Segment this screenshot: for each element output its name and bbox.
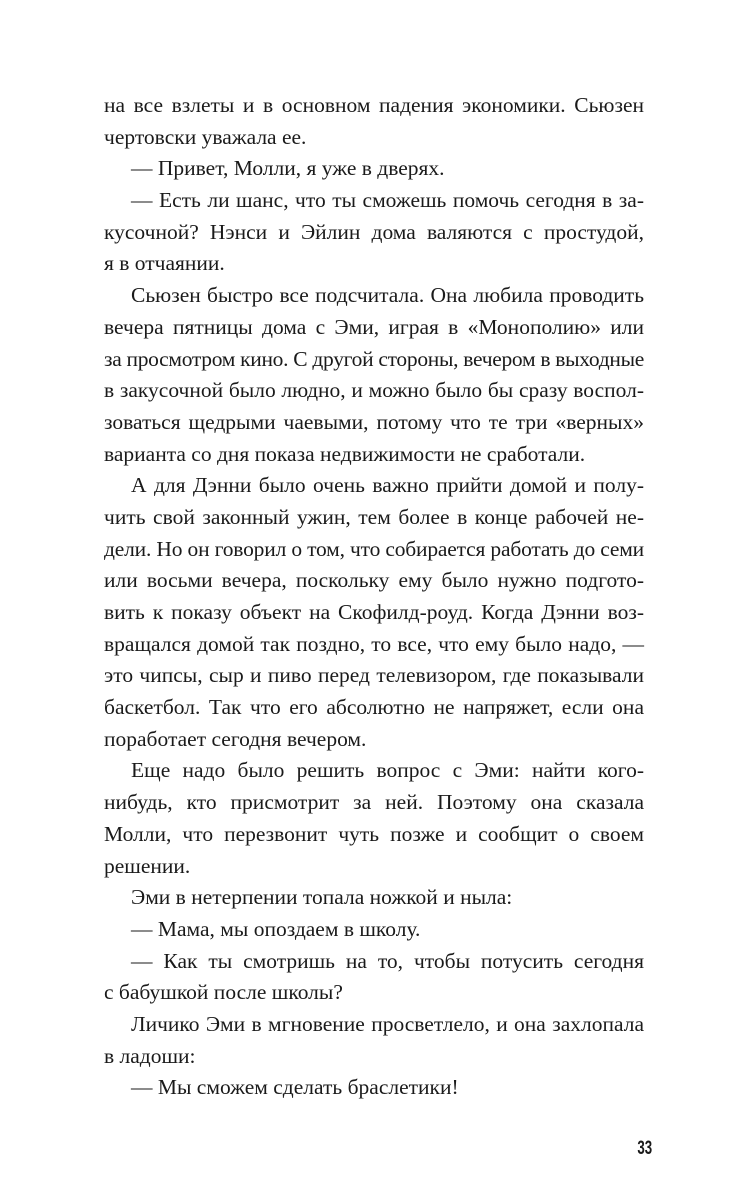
text-line: поработает сегодня вечером. xyxy=(104,726,367,751)
text-line: дели. Но он говорил о том, что собирается работать до семи xyxy=(104,536,644,561)
text-line: или восьми вечера, поскольку ему было нужно подгото- xyxy=(104,568,644,593)
text-line: А для Дэнни было очень важно прийти домой и полу- xyxy=(131,473,644,498)
text-line: я в отчаянии. xyxy=(104,251,225,276)
text-line: вращался домой так поздно, то все, что ему было надо, — xyxy=(104,631,644,656)
text-line: на все взлеты и в основном падения экономики. Сьюзен xyxy=(104,93,644,117)
text-line: варианта со дня показа недвижимости не сработали. xyxy=(104,441,586,466)
text-line: вечера пятницы дома с Эми, играя в «Монополию» или xyxy=(104,314,644,339)
text-line: за просмотром кино. С другой стороны, вечером в выходные xyxy=(104,346,644,371)
text-line: — Есть ли шанс, что ты сможешь помочь сегодня в за- xyxy=(131,188,644,213)
text-line: Молли, что перезвонит чуть позже и сообщит о своем xyxy=(104,821,644,846)
text-line: — Мы сможем сделать браслетики! xyxy=(131,1075,459,1100)
text-line: Эми в нетерпении топала ножкой и ныла: xyxy=(131,885,513,910)
text-line: Еще надо было решить вопрос с Эми: найти кого- xyxy=(131,758,644,783)
text-line: с бабушкой после школы? xyxy=(104,980,343,1005)
text-line: кусочной? Нэнси и Эйлин дома валяются с простудой, xyxy=(104,219,644,244)
text-line: — Привет, Молли, я уже в дверях. xyxy=(131,156,445,181)
text-line: нибудь, кто присмотрит за ней. Поэтому она сказала xyxy=(104,790,644,815)
text-line: это чипсы, сыр и пиво перед телевизором, где показывали xyxy=(104,663,644,688)
body-text xyxy=(104,90,644,1104)
text-line: Сьюзен быстро все подсчитала. Она любила проводить xyxy=(131,283,644,308)
text-line: чить свой законный ужин, тем более в конце рабочей не- xyxy=(104,504,644,529)
text-line: баскетбол. Так что его абсолютно не напряжет, если она xyxy=(104,695,644,720)
text-line: Личико Эми в мгновение просветлело, и она захлопала xyxy=(131,1011,644,1036)
text-line: решении. xyxy=(104,853,191,878)
text-line: вить к показу объект на Скофилд-роуд. Когда Дэнни воз- xyxy=(104,600,644,624)
text-line: чертовски уважала ее. xyxy=(104,124,307,149)
text-line: — Как ты смотришь на то, чтобы потусить сегодня xyxy=(131,948,644,973)
text-line: зоваться щедрыми чаевыми, потому что те три «верных» xyxy=(104,409,644,434)
text-line: — Мама, мы опоздаем в школу. xyxy=(131,916,421,941)
text-line: в ладоши: xyxy=(104,1043,196,1068)
text-line: в закусочной было людно, и можно было бы сразу воспол- xyxy=(104,378,644,403)
page-number: 33 xyxy=(637,1138,652,1159)
